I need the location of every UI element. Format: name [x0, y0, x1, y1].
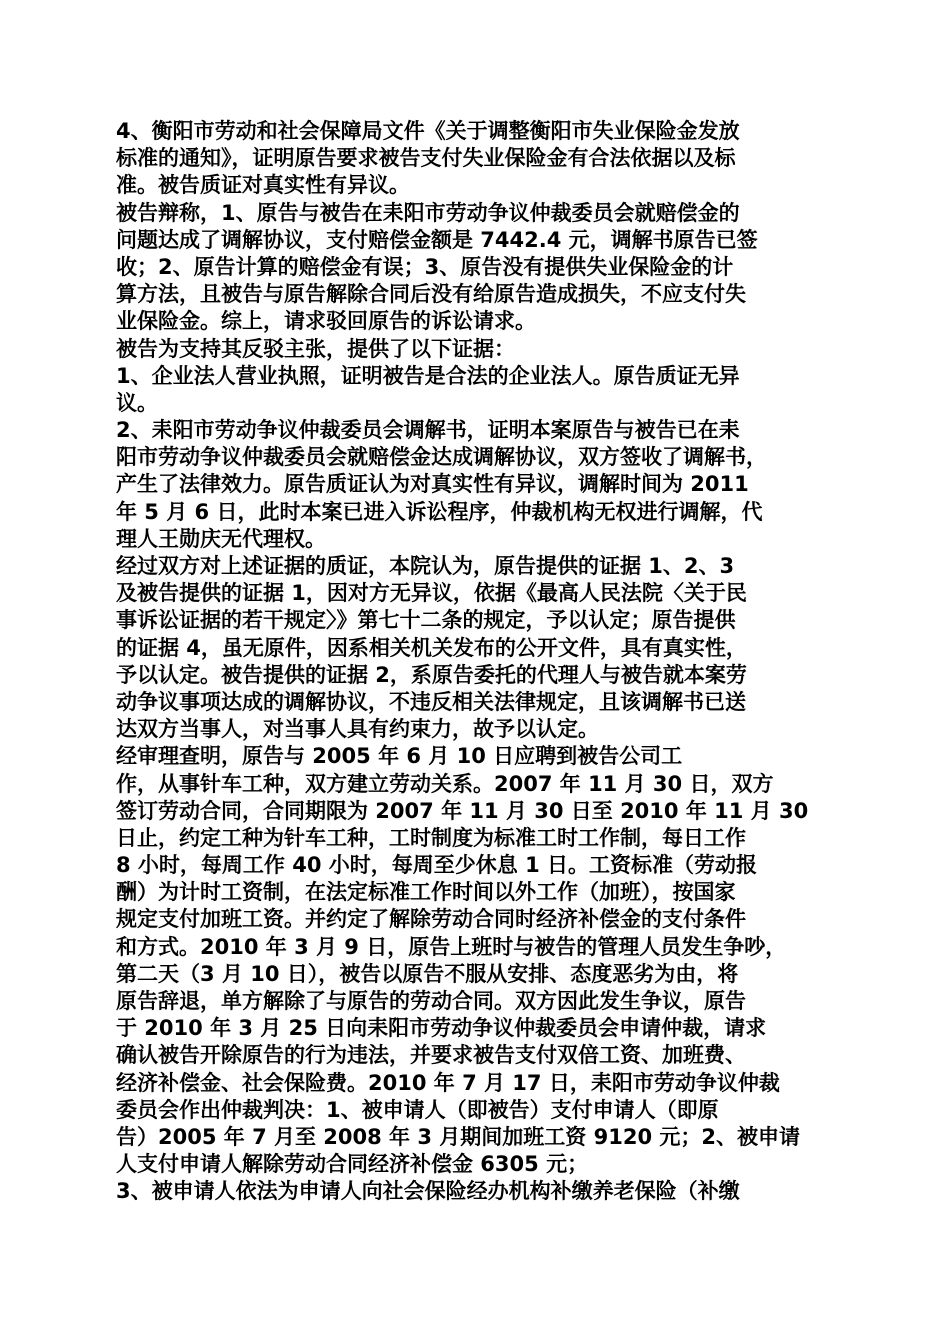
text-line: 经济补偿金、社会保险费。2010 年 7 月 17 日，耒阳市劳动争议仲裁 [116, 1070, 780, 1095]
text-line: 规定支付加班工资。并约定了解除劳动合同时经济补偿金的支付条件 [116, 907, 746, 932]
text-line: 理人王勋庆无代理权。 [116, 526, 326, 551]
text-line: 经过双方对上述证据的质证，本院认为，原告提供的证据 1、2、3 [116, 554, 735, 578]
text-line: 于 2010 年 3 月 25 日向耒阳市劳动争议仲裁委员会申请仲裁，请求 [116, 1016, 767, 1041]
text-line: 和方式。2010 年 3 月 9 日，原告上班时与被告的管理人员发生争吵， [116, 934, 787, 959]
text-line: 经审理查明，原告与 2005 年 6 月 10 日应聘到被告公司工 [116, 744, 683, 769]
text-line: 问题达成了调解协议，支付赔偿金额是 7442.4 元，调解书原告已签 [116, 227, 758, 252]
text-line: 日止，约定工种为针车工种，工时制度为标准工时工作制，每日工作 [116, 825, 746, 850]
text-line: 8 小时，每周工作 40 小时，每周至少休息 1 日。工资标准（劳动报 [116, 853, 758, 878]
text-line: 年 5 月 6 日，此时本案已进入诉讼程序，仲裁机构无权进行调解，代 [116, 499, 763, 524]
text-line: 2、耒阳市劳动争议仲裁委员会调解书，证明本案原告与被告已在耒 [116, 418, 740, 443]
text-line: 签订劳动合同，合同期限为 2007 年 11 月 30 日至 2010 年 11 月 30 [116, 798, 809, 823]
text-line: 业保险金。综上，请求驳回原告的诉讼请求。 [116, 309, 536, 334]
text-line: 及被告提供的证据 1，因对方无异议，依据《最高人民法院〈关于民 [116, 581, 747, 606]
text-line: 阳市劳动争议仲裁委员会就赔偿金达成调解协议，双方签收了调解书， [116, 445, 767, 470]
document-body-text [116, 118, 842, 1206]
text-line: 予以认定。被告提供的证据 2，系原告委托的代理人与被告就本案劳 [116, 662, 747, 687]
text-line: 人支付申请人解除劳动合同经济补偿金 6305 元； [116, 1152, 589, 1177]
text-line: 酬）为计时工资制，在法定标准工作时间以外工作（加班），按国家 [116, 880, 736, 905]
text-line: 事诉讼证据的若干规定〉》第七十二条的规定，予以认定；原告提供 [116, 608, 736, 633]
text-line: 达双方当事人，对当事人具有约束力，故予以认定。 [116, 717, 599, 742]
text-line: 的证据 4，虽无原件，因系相关机关发布的公开文件，具有真实性， [116, 635, 747, 660]
text-line: 确认被告开除原告的行为违法，并要求被告支付双倍工资、加班费、 [116, 1043, 746, 1068]
text-line: 被告辩称，1、原告与被告在耒阳市劳动争议仲裁委员会就赔偿金的 [116, 200, 740, 225]
text-line: 3、被申请人依法为申请人向社会保险经办机构补缴养老保险（补缴 [116, 1179, 740, 1204]
text-line: 原告辞退，单方解除了与原告的劳动合同。双方因此发生争议，原告 [116, 989, 746, 1013]
text-line: 第二天（3 月 10 日），被告以原告不服从安排、态度恶劣为由，将 [116, 961, 739, 986]
text-line: 议。 [116, 390, 158, 415]
text-line: 4、衡阳市劳动和社会保障局文件《关于调整衡阳市失业保险金发放 [116, 119, 740, 143]
text-line: 算方法，且被告与原告解除合同后没有给原告造成损失，不应支付失 [116, 282, 746, 307]
text-line: 产生了法律效力。原告质证认为对真实性有异议，调解时间为 2011 [116, 472, 749, 497]
text-line: 作，从事针车工种，双方建立劳动关系。2007 年 11 月 30 日，双方 [116, 771, 774, 796]
text-line: 准。被告质证对真实性有异议。 [116, 173, 410, 198]
text-line: 被告为支持其反驳主张，提供了以下证据： [116, 336, 515, 361]
text-line: 动争议事项达成的调解协议，不违反相关法律规定，且该调解书已送 [116, 689, 746, 714]
text-line: 标准的通知》，证明原告要求被告支付失业保险金有合法依据以及标 [116, 146, 736, 171]
text-line: 委员会作出仲裁判决：1、被申请人（即被告）支付申请人（即原 [116, 1097, 719, 1122]
text-line: 收；2、原告计算的赔偿金有误；3、原告没有提供失业保险金的计 [116, 254, 734, 279]
text-line: 1、企业法人营业执照，证明被告是合法的企业法人。原告质证无异 [116, 363, 740, 388]
text-line: 告）2005 年 7 月至 2008 年 3 月期间加班工资 9120 元；2、被申请 [116, 1124, 800, 1149]
